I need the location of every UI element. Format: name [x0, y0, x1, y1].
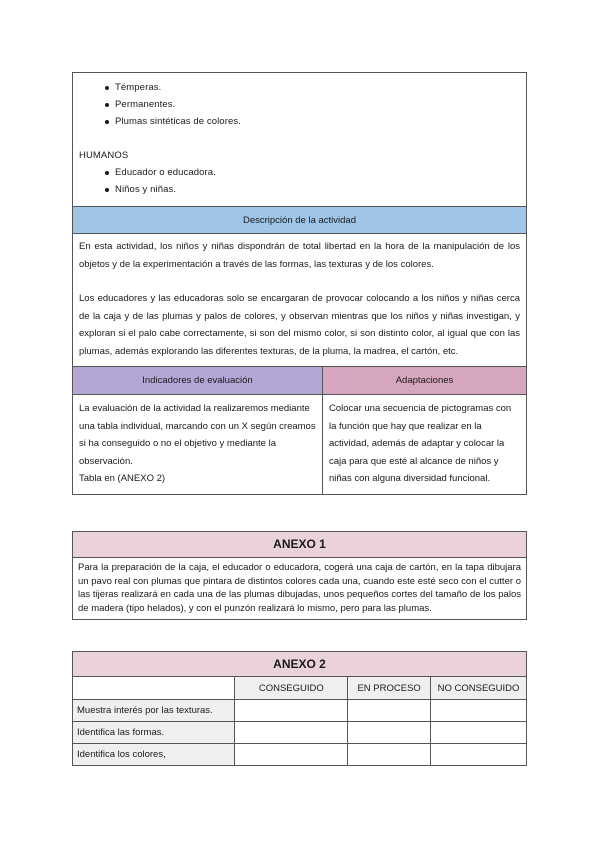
table-corner: [73, 677, 235, 700]
table-cell: [348, 744, 431, 766]
table-cell: [235, 722, 348, 744]
description-body: [73, 233, 526, 366]
table-cell: [431, 722, 527, 744]
table-cell: [431, 700, 527, 722]
adaptations-text: Colocar una secuencia de pictogramas con la función que hay que realizar en la actividad, además de adaptar y colocar la caja para que esté al alcance de niños y niñas con alguna diversidad funcional.: [329, 403, 512, 484]
row-label: Muestra interés por las texturas.: [73, 700, 235, 722]
adaptations-header: Adaptaciones: [323, 367, 526, 394]
list-item: Educador o educadora.: [93, 164, 520, 181]
table-cell: [348, 700, 431, 722]
human-resources-heading: HUMANOS: [79, 150, 129, 161]
evaluation-adaptations-header-row: [73, 366, 526, 394]
evaluation-adaptations-body-row: [73, 394, 526, 494]
column-header: NO CONSEGUIDO: [431, 677, 527, 700]
table-row: [73, 722, 527, 744]
row-label: Identifica los colores,: [73, 744, 235, 766]
table-cell: [431, 744, 527, 766]
annex1-box: [72, 531, 527, 620]
list-item: Niños y niñas.: [93, 181, 520, 198]
annex1-text: Para la preparación de la caja, el educador o educadora, cogerá una caja de cartón, en la tapa dibujara un pavo real con plumas que pintara de distintos colores cada una, cuando este esté seco con el cutter o las tijeras realizará en cada una de las plumas dibujadas, unos pequeños cortes del tamaño de los palos de madera (tipo helados), y con el punzón realizará lo mismo, pero para las plumas.: [78, 562, 521, 614]
description-header: Descripción de la actividad: [73, 206, 526, 233]
list-item: Témperas.: [93, 79, 520, 96]
evaluation-text: La evaluación de la actividad la realizaremos mediante una tabla individual, marcando con un X según creamos si ha conseguido o no el objetivo y mediante la observación.: [79, 403, 316, 467]
resources-section: [73, 73, 526, 206]
table-row: [73, 744, 527, 766]
material-list: [79, 79, 520, 130]
annex1-title: ANEXO 1: [73, 532, 526, 558]
table-row: [73, 700, 527, 722]
annex2-title: ANEXO 2: [73, 652, 527, 677]
list-item: Permanentes.: [93, 96, 520, 113]
column-header: EN PROCESO: [348, 677, 431, 700]
annex2-table: [72, 651, 527, 766]
human-list: [79, 164, 520, 198]
adaptations-body: [323, 395, 526, 494]
table-cell: [235, 744, 348, 766]
description-paragraph: Los educadores y las educadoras solo se encargaran de provocar colocando a los niños y niñas cerca de la caja y de las plumas y palos de colores, y observan mientras que los niños y niñas investigan, y exploran si el palo cabe correctamente, si son del mismo color, si son distinto color, al igual que con las plumas, además explorando las diferentes texturas, de la pluma, la madrea, el cartón, etc.: [79, 293, 520, 357]
table-cell: [348, 722, 431, 744]
table-cell: [235, 700, 348, 722]
evaluation-header: Indicadores de evaluación: [73, 367, 323, 394]
row-label: Identifica las formas.: [73, 722, 235, 744]
column-header: CONSEGUIDO: [235, 677, 348, 700]
evaluation-body: [73, 395, 323, 494]
description-paragraph: En esta actividad, los niños y niñas dispondrán de total libertad en la hora de la manipulación de los objetos y de la experimentación a través de las formas, las texturas y de los colores.: [79, 241, 520, 270]
activity-table: [72, 72, 527, 495]
list-item: Plumas sintéticas de colores.: [93, 113, 520, 130]
evaluation-annex-ref: Tabla en (ANEXO 2): [79, 473, 166, 484]
